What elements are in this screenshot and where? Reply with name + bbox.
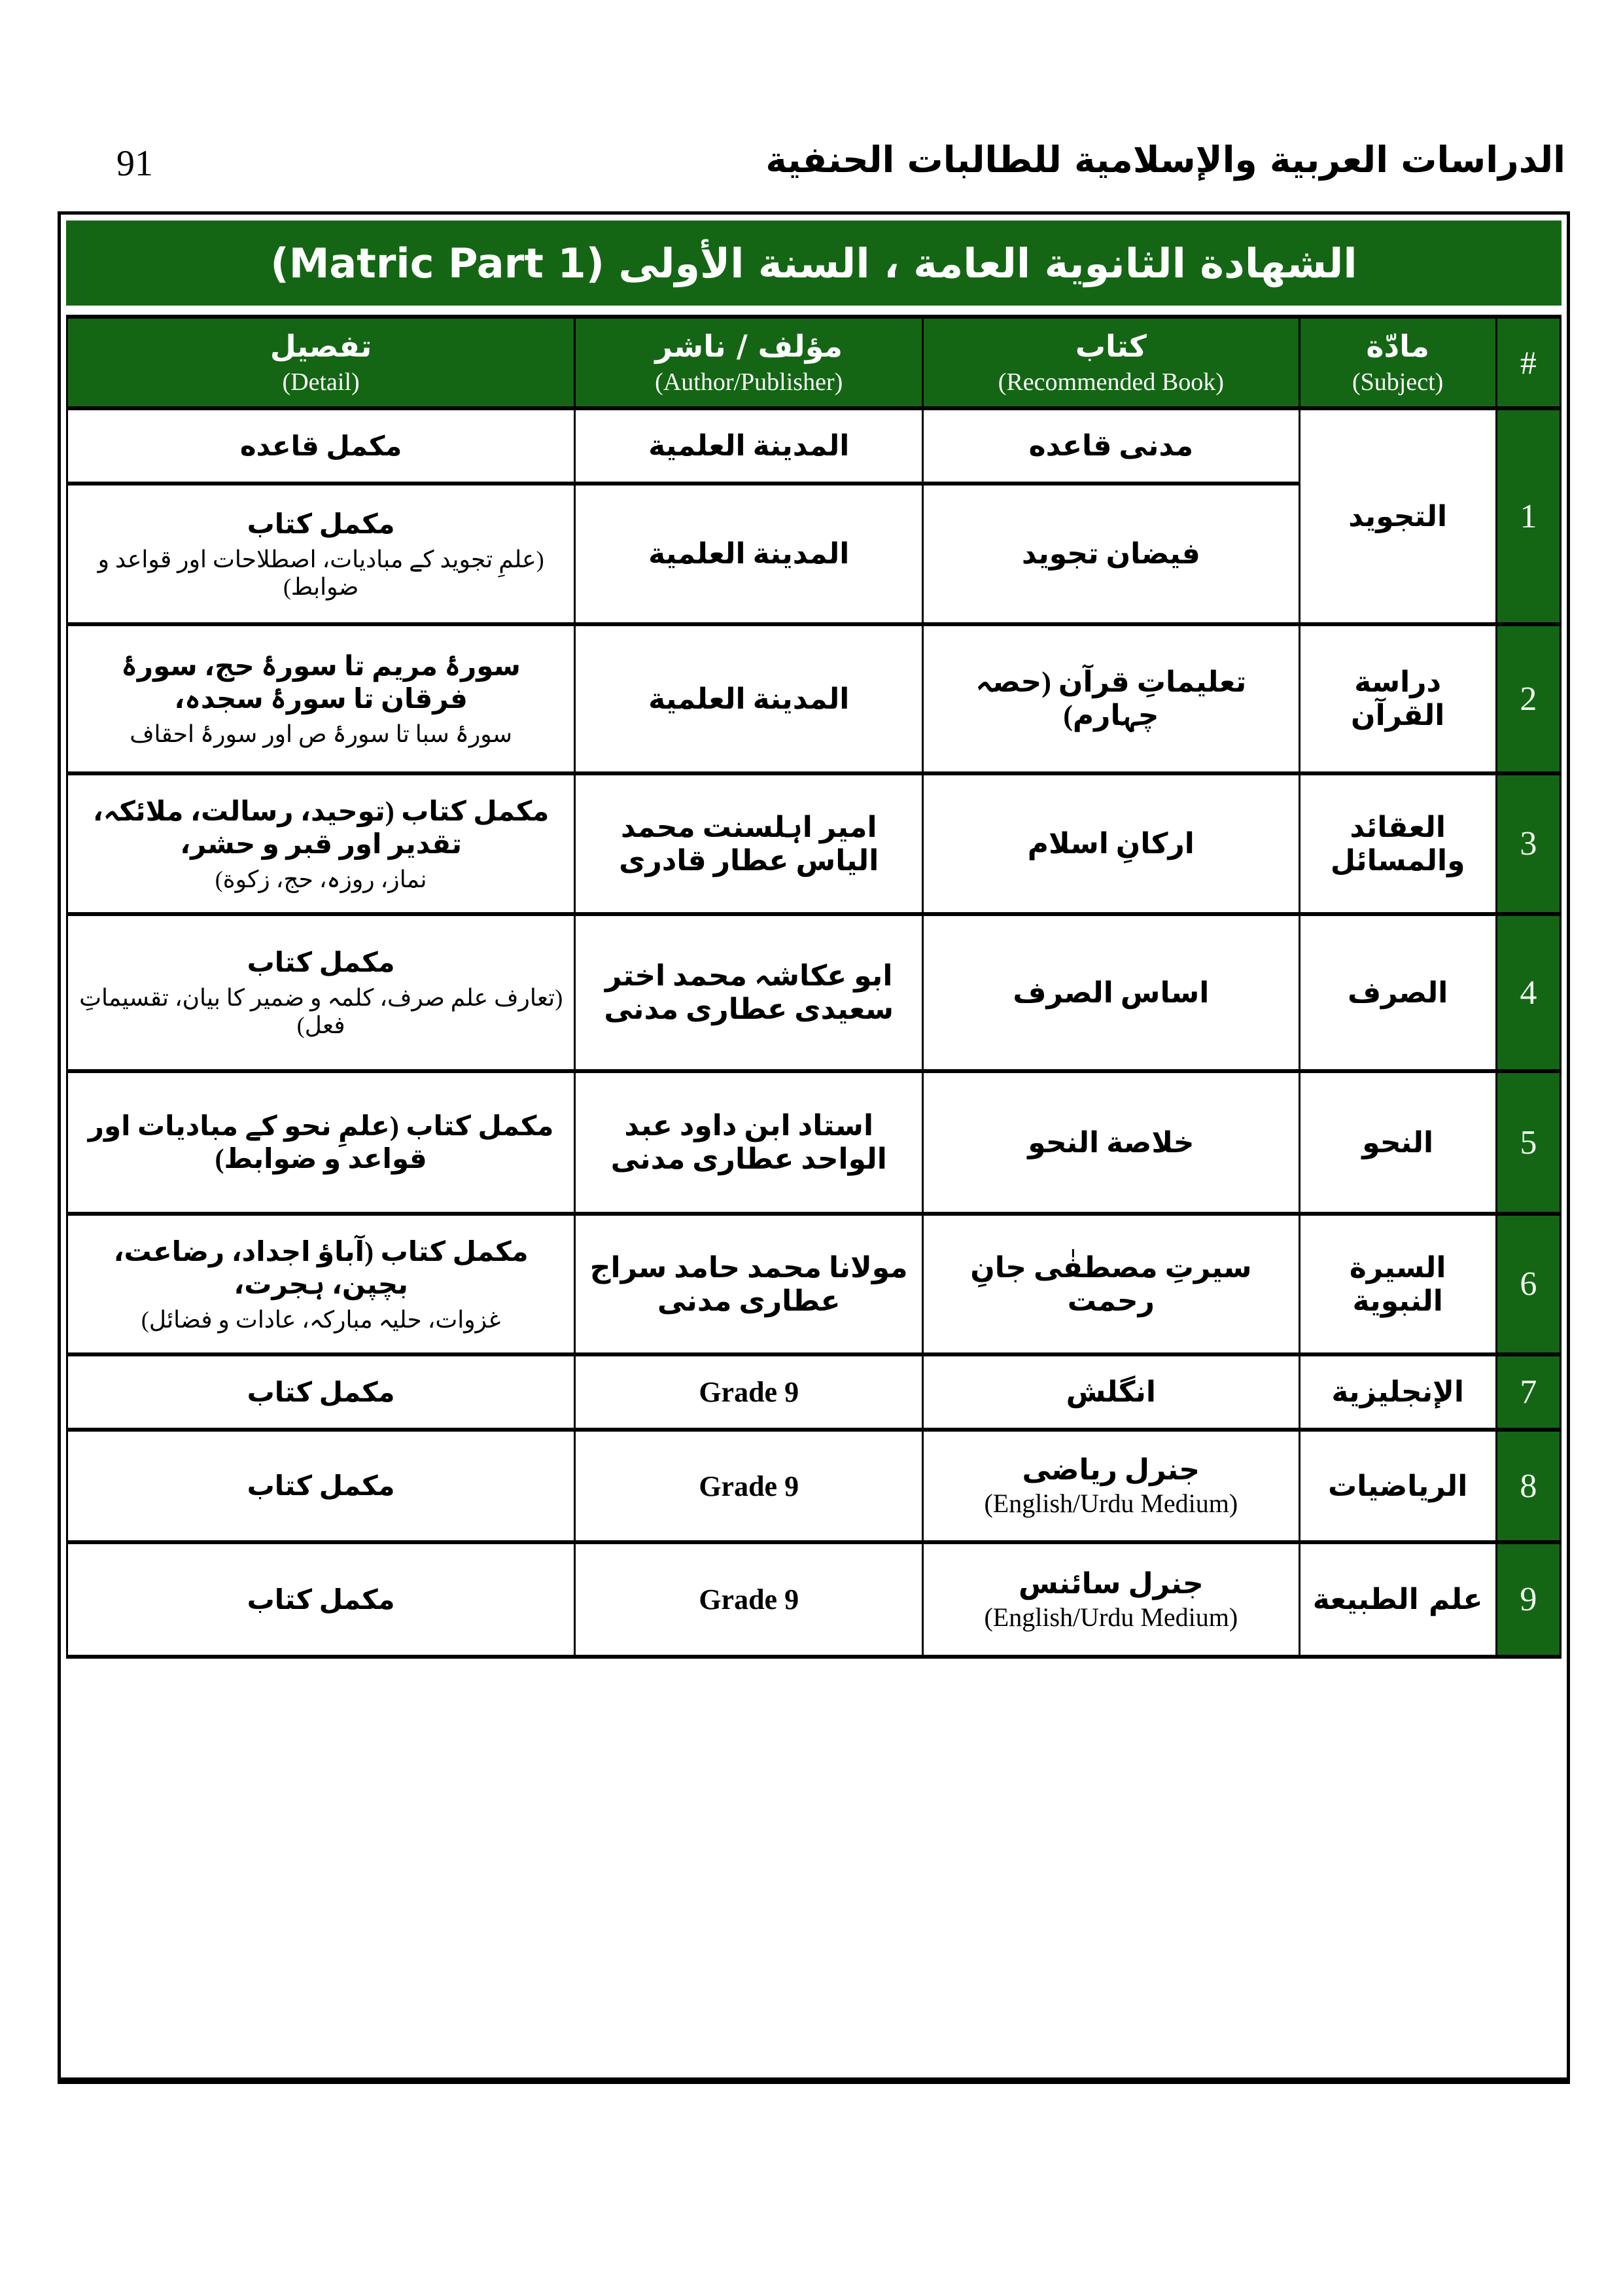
subject-cell: الرياضيات [1299,1430,1496,1542]
column-header-book-en: (Recommended Book) [998,368,1224,396]
row-number: 8 [1496,1430,1560,1542]
detail-main: مكمل كتاب [247,1472,395,1502]
detail-cell [67,1071,575,1214]
column-header-subject-en: (Subject) [1352,368,1444,396]
author-cell: استاد ابن داود عبد الواحد عطارى مدنى [575,1071,923,1214]
book-title: تعليماتِ قرآن (حصہ چہارم) [975,666,1247,732]
detail-sub: (علمِ تجويد كے مباديات، اصطلاحات اور قواعد و ضوابط) [97,546,544,600]
page-title: الدراسات العربية والإسلامية للطالبات الحنفية [765,139,1565,181]
author-cell: المدينة العلمية [575,624,923,773]
subject-cell: السيرة النبوية [1299,1214,1496,1354]
detail-cell [67,1354,575,1430]
column-header-subject [1299,317,1496,408]
detail-main: مكمل كتاب [247,948,395,978]
book-cell [923,624,1299,773]
detail-main: مكمل كتاب (علمِ نحو كے مباديات اور قواعد و ضوابط) [88,1112,554,1174]
row-number: 6 [1496,1214,1560,1354]
book-subtitle: (English/Urdu Medium) [984,1489,1238,1518]
book-title: انگلش [1066,1376,1157,1408]
author-cell: مولانا محمد حامد سراج عطارى مدنى [575,1214,923,1354]
detail-main: مكمل كتاب (آباؤ اجداد، رضاعت، بچپن، ہجرت، [113,1237,529,1300]
subject-cell: الصرف [1299,914,1496,1071]
column-header-book-ar: كتاب [1075,328,1147,364]
book-subtitle: (English/Urdu Medium) [984,1602,1238,1632]
subject-cell: علم الطبيعة [1299,1542,1496,1657]
detail-main: سورۂ مريم تا سورۂ حج، سورۂ فرقان تا سورۂ سجدہ، [121,652,521,715]
book-cell [923,773,1299,914]
page-number: 91 [116,143,153,184]
book-cell [923,484,1299,624]
column-header-subject-ar: مادّة [1366,328,1429,364]
column-header-author [575,317,923,408]
detail-sub: غزوات، حليہ مباركہ، عادات و فضائل) [141,1306,501,1333]
table-header-row [67,317,1561,408]
book-title: مدنى قاعده [1028,430,1194,462]
detail-cell [67,484,575,624]
column-header-author-ar: مؤلف / ناشر [655,328,843,364]
column-header-detail-en: (Detail) [282,368,360,396]
table-row [67,408,1561,484]
book-cell [923,1071,1299,1214]
row-number: 5 [1496,1071,1560,1214]
table-title-banner: الشهادة الثانوية العامة ، السنة الأولى (Matric Part 1) [66,221,1562,306]
detail-cell [67,1430,575,1542]
book-title: خلاصة النحو [1028,1126,1195,1159]
book-cell [923,1542,1299,1657]
table-row [67,1071,1561,1214]
detail-main: مكمل كتاب [247,1585,395,1616]
table-row [67,773,1561,914]
row-number: 1 [1496,408,1560,624]
row-number: 3 [1496,773,1560,914]
subject-cell: دراسة القرآن [1299,624,1496,773]
detail-sub: (تعارف علم صرف، كلمہ و ضمير كا بيان، تقسيماتِ فعل) [79,985,563,1038]
column-header-author-en: (Author/Publisher) [655,368,843,396]
detail-cell [67,624,575,773]
detail-cell [67,773,575,914]
book-title: فيضان تجويد [1021,538,1200,570]
column-header-detail [67,317,575,408]
detail-main: مكمل كتاب [247,509,395,540]
author-cell: المدينة العلمية [575,484,923,624]
book-title: جنرل رياضى [1022,1454,1200,1486]
table-row [67,1214,1561,1354]
detail-main: مكمل كتاب (توحيد، رسالت، ملائكہ، تقدير اور قبر و حشر، [92,796,550,860]
detail-cell [67,914,575,1071]
book-cell [923,408,1299,484]
column-header-number: # [1496,317,1560,408]
row-number: 2 [1496,624,1560,773]
author-cell: المدينة العلمية [575,408,923,484]
table-row [67,1430,1561,1542]
author-cell: ابو عكاشہ محمد اختر سعيدى عطارى مدنى [575,914,923,1071]
column-header-detail-ar: تفصيل [270,328,372,364]
subject-cell: التجويد [1299,408,1496,624]
book-title: سيرتِ مصطفٰى جانِ رحمت [970,1251,1252,1317]
subject-cell: الإنجليزية [1299,1354,1496,1430]
author-cell: Grade 9 [575,1430,923,1542]
table-row [67,914,1561,1071]
detail-sub: نماز، روزہ، حج، زكوة) [215,866,427,892]
table-row [67,1354,1561,1430]
detail-cell [67,1214,575,1354]
book-cell [923,914,1299,1071]
content-frame [58,211,1570,2084]
book-cell [923,1214,1299,1354]
author-cell: امير اہلسنت محمد الياس عطار قادرى [575,773,923,914]
author-cell: Grade 9 [575,1354,923,1430]
book-cell [923,1430,1299,1542]
table-row [67,1542,1561,1657]
row-number: 9 [1496,1542,1560,1657]
curriculum-table [66,315,1562,1659]
row-number: 4 [1496,914,1560,1071]
column-header-book [923,317,1299,408]
detail-cell [67,408,575,484]
subject-cell: العقائد والمسائل [1299,773,1496,914]
book-title: جنرل سائنس [1018,1567,1204,1600]
table-row [67,624,1561,773]
book-title: اركانِ اسلام [1027,828,1195,860]
book-title: اساس الصرف [1013,976,1210,1009]
book-cell [923,1354,1299,1430]
detail-main: مكمل قاعده [239,431,402,462]
author-cell: Grade 9 [575,1542,923,1657]
detail-sub: سورۂ سبا تا سورۂ ص اور سورۂ احقاف [130,721,512,747]
subject-cell: النحو [1299,1071,1496,1214]
detail-cell [67,1542,575,1657]
detail-main: مكمل كتاب [247,1377,395,1408]
row-number: 7 [1496,1354,1560,1430]
